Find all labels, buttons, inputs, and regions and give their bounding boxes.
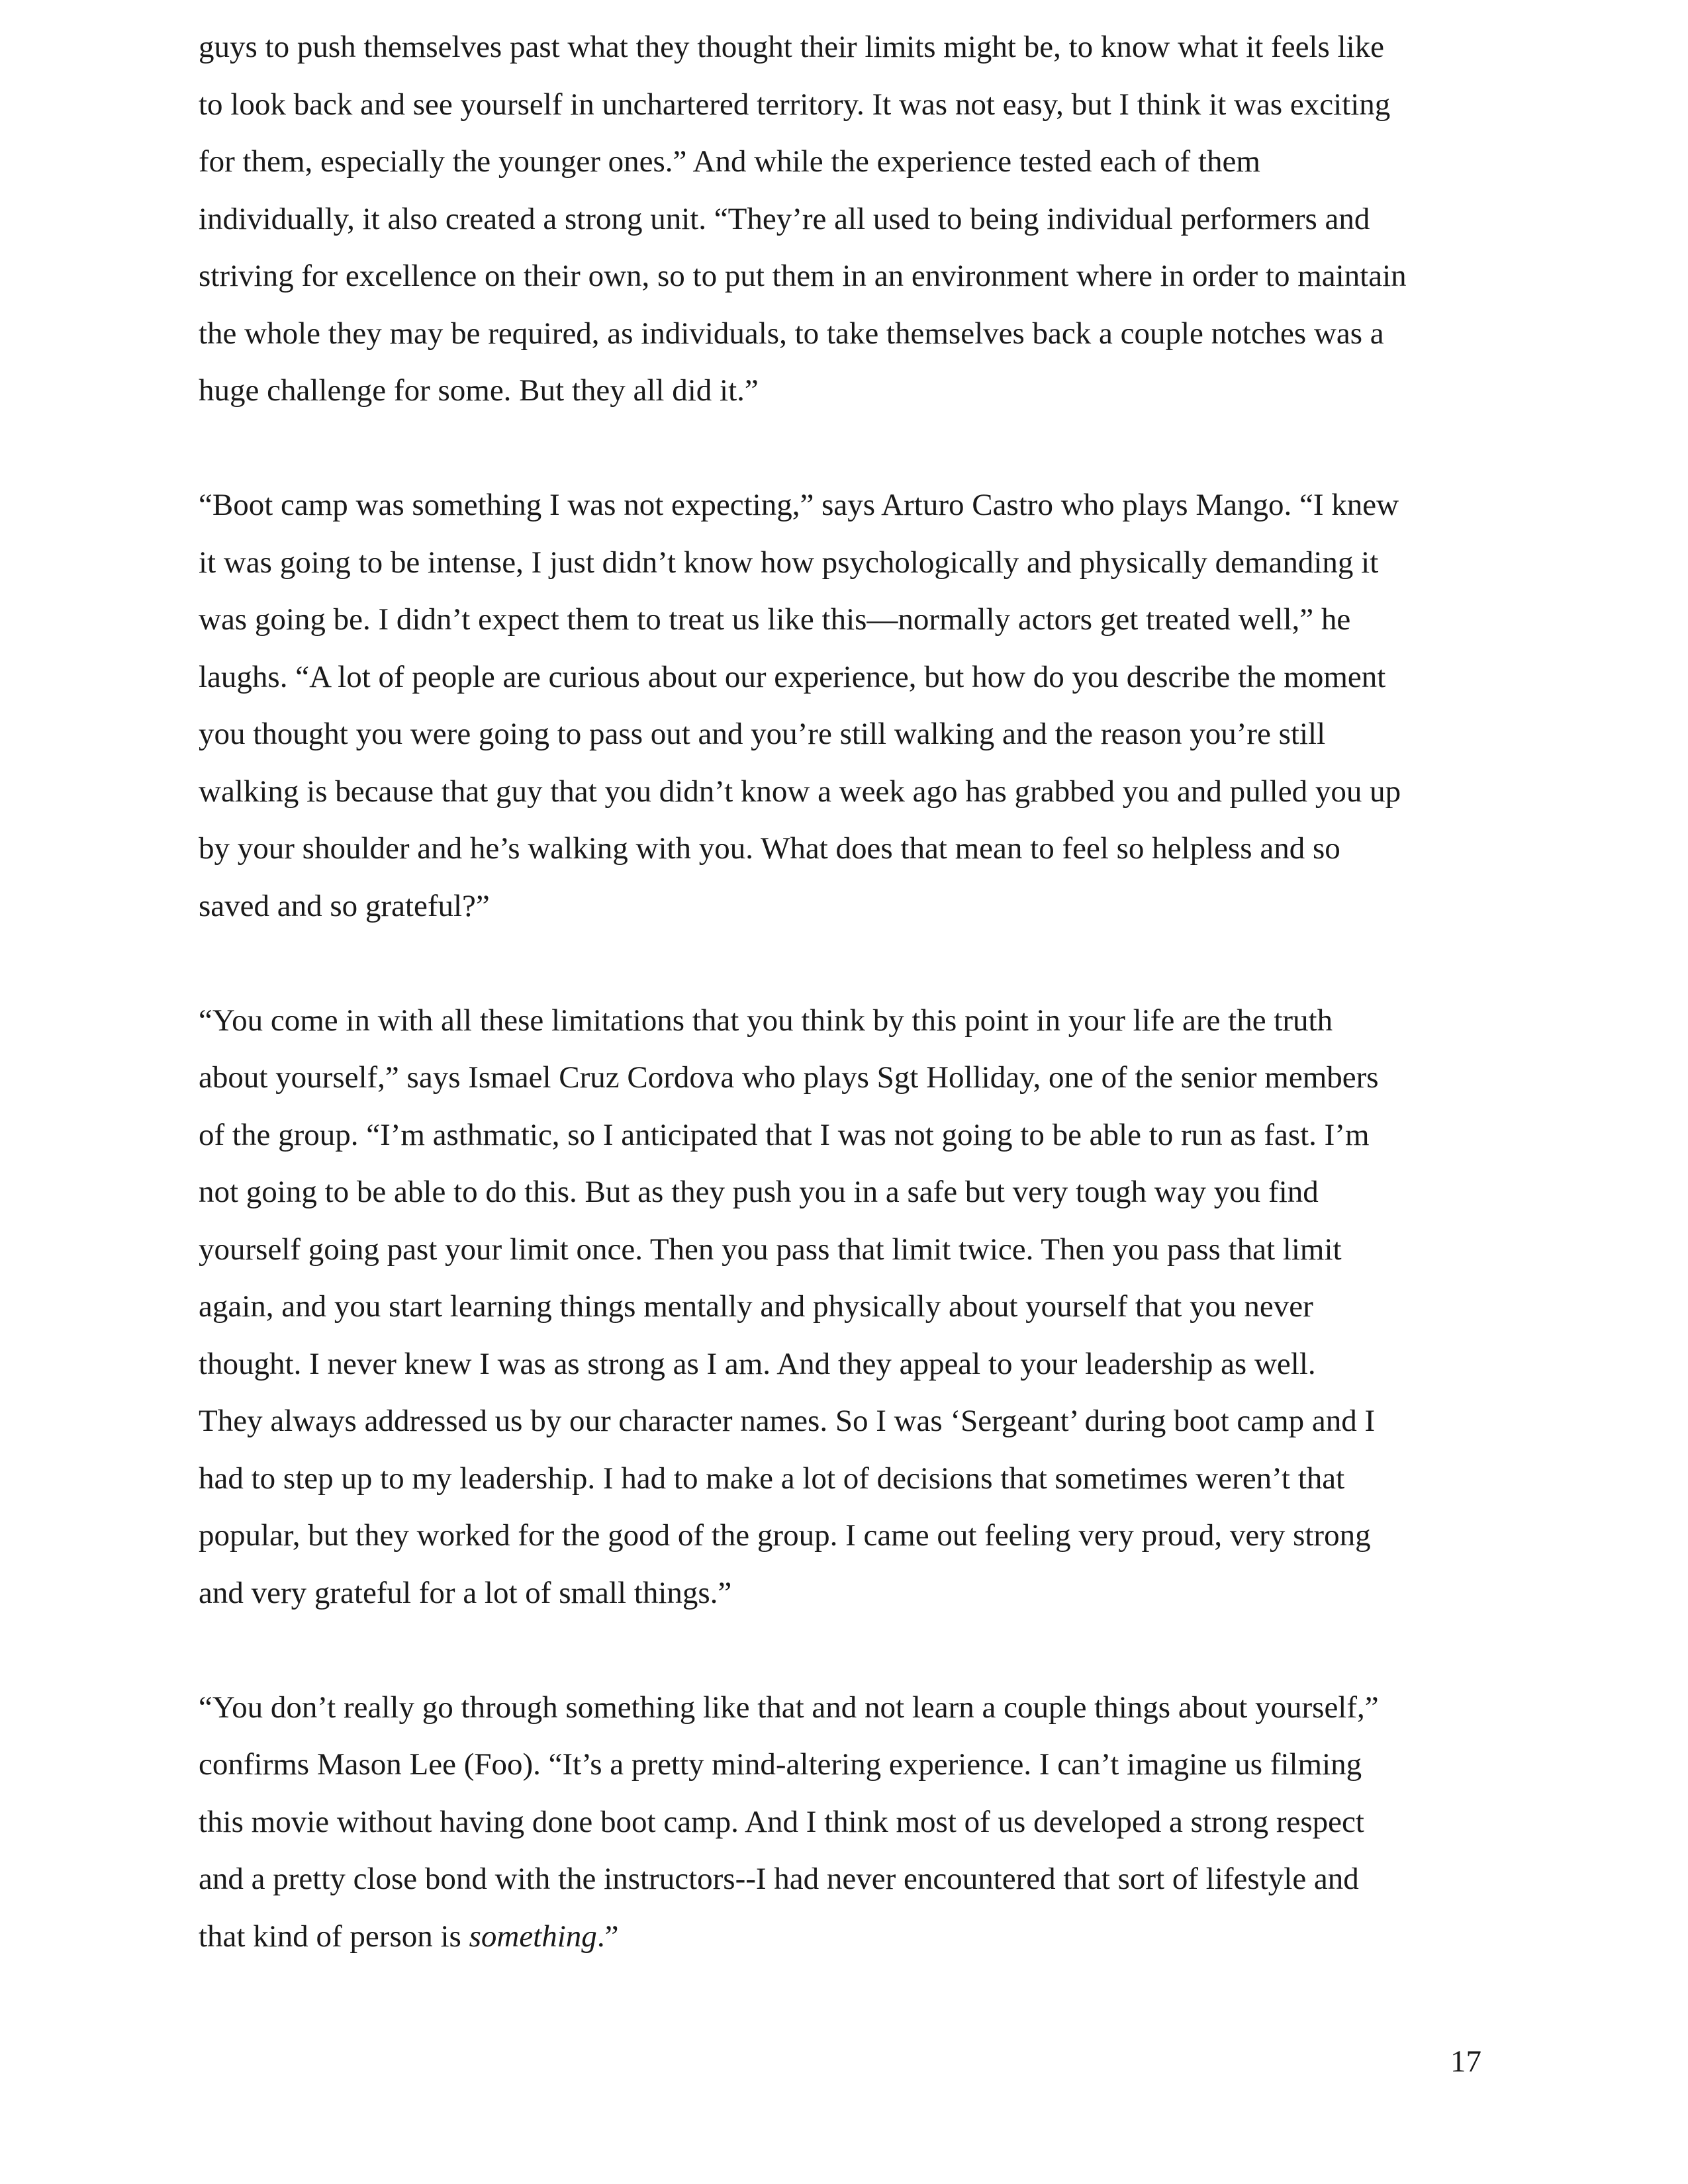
text-line: “You don’t really go through something like that and not learn a couple things about yourself,”	[199, 1690, 1379, 1725]
text-segment: .”	[596, 1919, 619, 1954]
paragraph-3	[199, 992, 1496, 1622]
text-line: was going be. I didn’t expect them to treat us like this—normally actors get treated well,” he	[199, 602, 1351, 637]
text-line: saved and so grateful?”	[199, 888, 490, 923]
text-line: and a pretty close bond with the instructors--I had never encountered that sort of lifestyle and	[199, 1862, 1359, 1896]
text-line: you thought you were going to pass out and you’re still walking and the reason you’re still	[199, 717, 1326, 751]
text-line: walking is because that guy that you didn’t know a week ago has grabbed you and pulled you up	[199, 774, 1401, 809]
text-line: of the group. “I’m asthmatic, so I anticipated that I was not going to be able to run as fast. I’m	[199, 1117, 1370, 1152]
text-line: striving for excellence on their own, so to put them in an environment where in order to maintain	[199, 259, 1407, 293]
text-line: by your shoulder and he’s walking with you. What does that mean to feel so helpless and so	[199, 831, 1340, 866]
text-line: to look back and see yourself in unchartered territory. It was not easy, but I think it was exciting	[199, 87, 1391, 122]
final-text-line	[199, 1908, 1496, 1966]
text-line: the whole they may be required, as individuals, to take themselves back a couple notches was a	[199, 316, 1384, 351]
emphasized-word: something	[469, 1919, 597, 1954]
paragraph-4	[199, 1679, 1496, 1966]
text-line: guys to push themselves past what they thought their limits might be, to know what it feels like	[199, 30, 1385, 64]
text-line: laughs. “A lot of people are curious about our experience, but how do you describe the moment	[199, 659, 1386, 694]
text-segment: that kind of person is	[199, 1919, 469, 1954]
text-line: individually, it also created a strong unit. “They’re all used to being individual performers and	[199, 201, 1370, 236]
text-line: had to step up to my leadership. I had to make a lot of decisions that sometimes weren’t that	[199, 1461, 1345, 1496]
text-line: They always addressed us by our character names. So I was ‘Sergeant’ during boot camp and I	[199, 1404, 1376, 1438]
text-line: about yourself,” says Ismael Cruz Cordova who plays Sgt Holliday, one of the senior members	[199, 1060, 1379, 1095]
text-line: yourself going past your limit once. Then you pass that limit twice. Then you pass that limit	[199, 1232, 1342, 1267]
text-line: confirms Mason Lee (Foo). “It’s a pretty mind-altering experience. I can’t imagine us filming	[199, 1747, 1362, 1782]
text-line: it was going to be intense, I just didn’t know how psychologically and physically demanding it	[199, 545, 1379, 580]
text-line: again, and you start learning things mentally and physically about yourself that you never	[199, 1289, 1313, 1324]
text-line: huge challenge for some. But they all did it.”	[199, 373, 759, 408]
paragraph-2	[199, 477, 1496, 934]
text-line: popular, but they worked for the good of the group. I came out feeling very proud, very strong	[199, 1518, 1371, 1553]
text-line: this movie without having done boot camp. And I think most of us developed a strong respect	[199, 1804, 1364, 1839]
text-line: and very grateful for a lot of small things.”	[199, 1575, 732, 1610]
text-line: for them, especially the younger ones.” And while the experience tested each of them	[199, 144, 1260, 179]
page-number: 17	[1450, 2044, 1481, 2079]
text-line: “Boot camp was something I was not expecting,” says Arturo Castro who plays Mango. “I knew	[199, 488, 1399, 522]
text-line: “You come in with all these limitations that you think by this point in your life are the truth	[199, 1003, 1333, 1038]
text-line: thought. I never knew I was as strong as I am. And they appeal to your leadership as well.	[199, 1346, 1316, 1381]
paragraph-1	[199, 19, 1496, 420]
text-line: not going to be able to do this. But as they push you in a safe but very tough way you find	[199, 1175, 1319, 1209]
body-text	[199, 19, 1496, 1965]
